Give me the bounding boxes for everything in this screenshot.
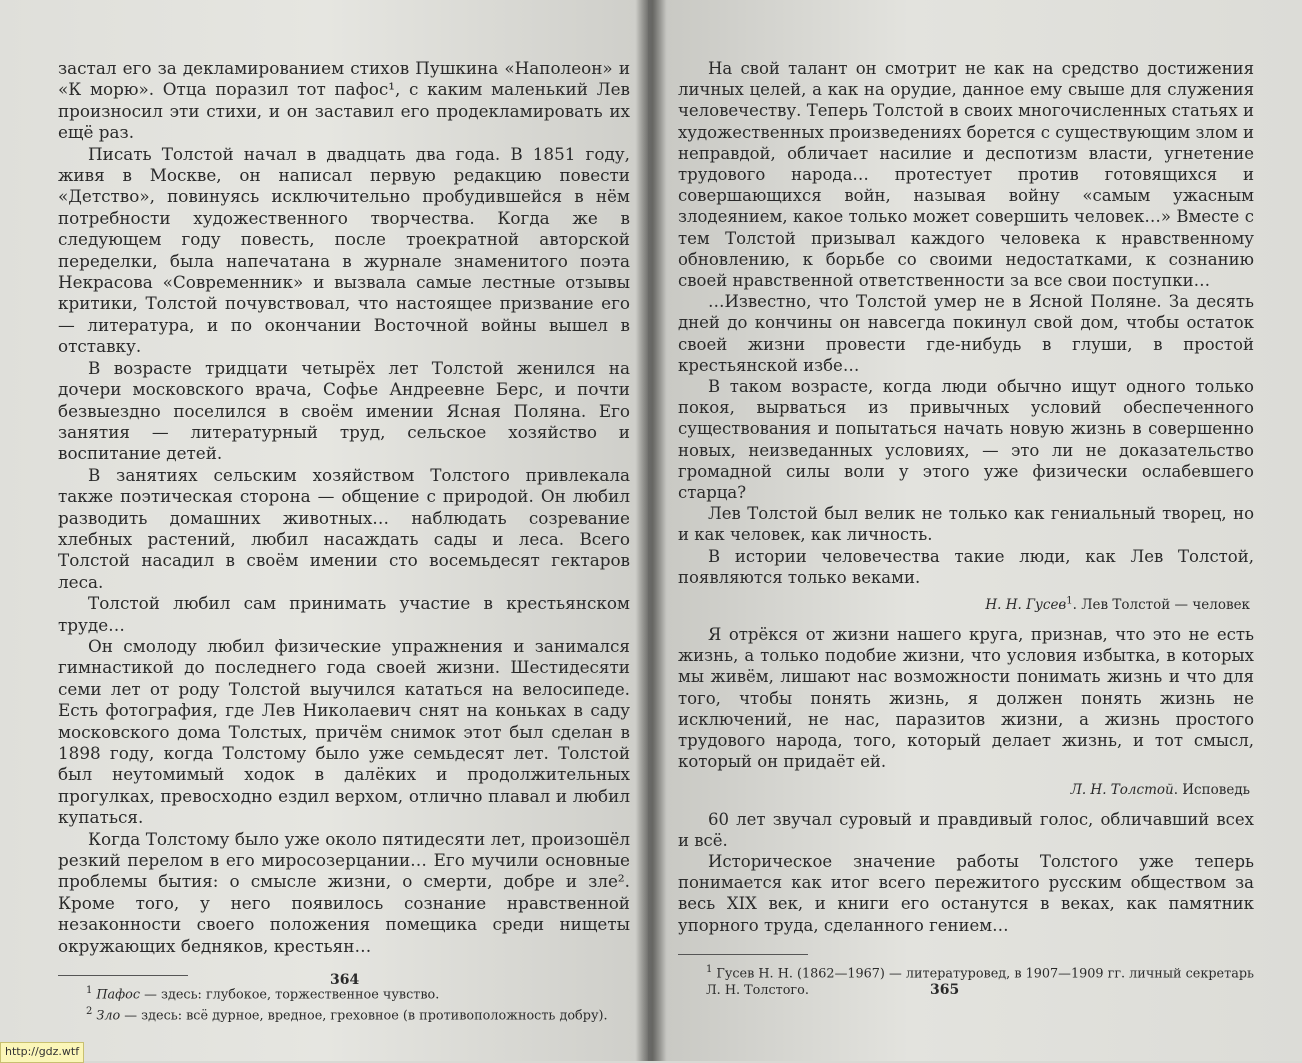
page-number: 364 (330, 972, 360, 988)
right-page-body (678, 58, 1254, 936)
footnote (58, 1003, 630, 1024)
paragraph: В возрасте тридцати четырёх лет Толстой женился на дочери московского врача, Софье Андреевне Берс, и почти безвыездно поселился в своём имении Ясная Поляна. Его занятия — литературный труд, сельское хозяйство и воспитание детей. (58, 357, 630, 464)
paragraph: В занятиях сельским хозяйством Толстого привлекала также поэтическая сторона — общение с природой. Он любил разводить домашних животных… наблюдать созревание хлебных растений, любил насаждать сады и леса. Всего Толстой насадил в своём имении сто восемьдесят гектаров леса. (58, 464, 630, 592)
paragraph: В истории человечества такие люди, как Лев Толстой, появляются только веками. (678, 546, 1254, 587)
page-number: 365 (930, 982, 960, 998)
watermark-url[interactable]: http://gdz.wtf (0, 1042, 84, 1063)
footnote-divider (678, 954, 808, 955)
paragraph: Историческое значение работы Толстого уже теперь понимается как итог всего пережитого русским обществом за весь XIX век, и книги его останутся в веках, как памятник упорного труда, сделанного гением… (678, 851, 1254, 935)
footnote-text: Гусев Н. Н. (1862—1967) — литературовед, в 1907—1909 гг. личный секретарь Л. Н. Толстого. (706, 965, 1254, 998)
right-page (648, 0, 1302, 1061)
citation-author: Л. Н. Толстой (1070, 781, 1174, 798)
paragraph: Лев Толстой был велик не только как гениальный творец, но и как человек, как личность. (678, 504, 1254, 545)
footnote-number: 2 (86, 1006, 93, 1018)
citation-author: Н. Н. Гусев (985, 597, 1067, 614)
paragraph: Когда Толстому было уже около пятидесяти лет, произошёл резкий перелом в его миросозерцании… Его мучили основные проблемы бытия: о смысле жизни, о смерти, добре и зле². Кроме того, у него появилось сознание нравственной незаконности своего положения помещика среди нищеты окружающих бедняков, крестьян… (58, 828, 630, 956)
footnote-divider (58, 975, 188, 976)
footnote (678, 961, 1254, 999)
footnote-number: 1 (706, 963, 713, 975)
paragraph: На свой талант он смотрит не как на средство достижения личных целей, а как на орудие, данное ему свыше для служения человечеству. Теперь Толстой в своих многочисленных статьях и художественных произведениях борется с существующим злом и неправдой, обличает насилие и деспотизм власти, угнетение трудового народа… протестует против готовящихся и совершающихся войн, называя войну «самым ужасным злодеянием, какое только может совершить человек…» Вместе с тем Толстой призывал каждого человека к нравственному обновлению, к борьбе со своими недостатками, к сознанию своей нравственной ответственности за все свои поступки… (678, 59, 1254, 291)
paragraph: 60 лет звучал суровый и правдивый голос, обличавший всех и всё. (678, 809, 1254, 850)
footnote-term: Пафос (96, 987, 141, 1003)
book-gutter-shadow (636, 0, 666, 1061)
paragraph: застал его за декламированием стихов Пушкина «Наполеон» и «К морю». Отца поразил тот пафос¹, с каким маленький Лев произносил эти стихи, и он заставил его продекламировать их ещё раз. (58, 58, 630, 143)
paragraph: Толстой любил сам принимать участие в крестьянском труде… (58, 593, 630, 635)
paragraph: Я отрёкся от жизни нашего круга, признав, что это не есть жизнь, а только подобие жизни, что условия избытка, в которых мы живём, лишают нас возможности понимать жизнь и что для того, чтобы понять жизнь, я должен понять жизнь не исключений, не нас, паразитов жизни, а жизнь простого трудового народа, того, который делает жизнь, и тот смысл, который он придаёт ей. (678, 625, 1254, 772)
left-page (0, 0, 648, 1061)
citation (678, 781, 1250, 799)
paragraph: В таком возрасте, когда люди обычно ищут одного только покоя, вырваться из привычных условий обеспеченного существования и попытаться начать новую жизнь в совершенно новых, неизведанных условиях, — это ли не доказательство громадной силы воли у этого уже физически ослабевшего старца? (678, 377, 1254, 503)
paragraph: Писать Толстой начал в двадцать два года. В 1851 году, живя в Москве, он написал первую редакцию повести «Детство», повинуясь исключительно пробудившейся в нём потребности художественного творчества. Когда же в следующем году повесть, после троекратной авторской переделки, была напечатана в журнале знаменитого поэта Некрасова «Современник» и вызвала самые лестные отзывы критики, Толстой почувствовал, что настоящее призвание его — литература, и по окончании Восточной войны вышел в отставку. (58, 143, 630, 357)
left-page-body (58, 58, 630, 957)
footnote-text: — здесь: всё дурное, вредное, греховное (в противоположность добру). (120, 1008, 608, 1024)
paragraph: …Известно, что Толстой умер не в Ясной Поляне. За десять дней до кончины он навсегда покинул свой дом, чтобы остаток своей жизни провести где-нибудь в глуши, в простой крестьянской избе… (678, 292, 1254, 375)
citation-work: . Лев Толстой — человек (1072, 597, 1250, 614)
citation-work: . Исповедь (1173, 781, 1250, 798)
paragraph: Он смолоду любил физические упражнения и занимался гимнастикой до последнего года своей жизни. Шестидесяти семи лет от роду Толстой выучился кататься на велосипеде. Есть фотография, где Лев Николаевич снят на коньках в саду московского дома Толстых, причём снимок этот был сделан в 1898 году, когда Толстому было уже семьдесят лет. Толстой был неутомимый ходок в далёких и продолжительных прогулках, превосходно ездил верхом, отлично плавал и любил купаться. (58, 635, 630, 828)
footnote-term: Зло (96, 1008, 121, 1024)
citation (678, 596, 1250, 614)
citation-footnote-mark: 1 (1066, 595, 1073, 607)
footnote-text: — здесь: глубокое, торжественное чувство. (140, 987, 440, 1003)
footnote-number: 1 (86, 985, 93, 997)
